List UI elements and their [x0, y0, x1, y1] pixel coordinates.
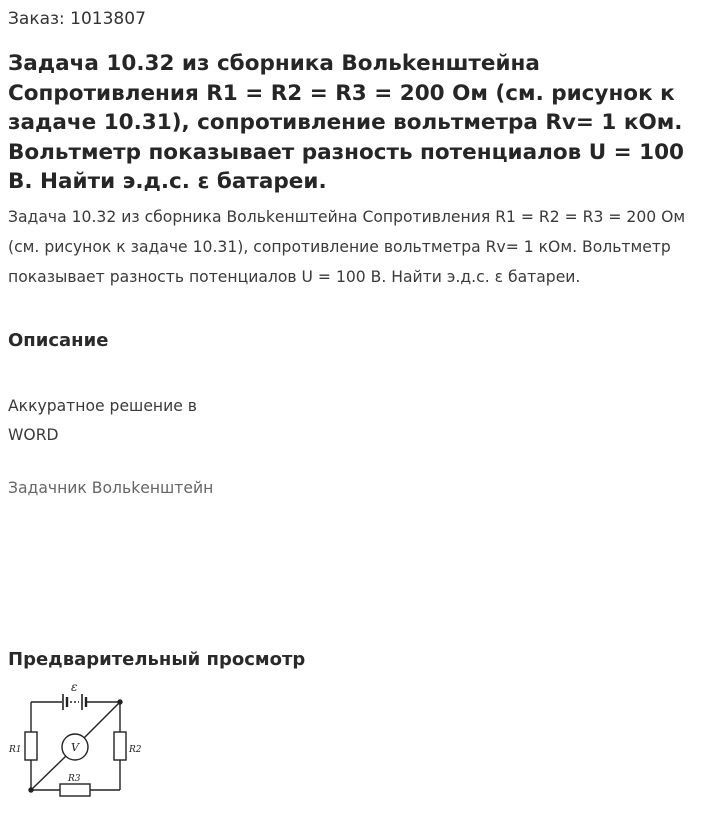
page-title: Задача 10.32 из сборника Вольkенштейна Сопротивления R1 = R2 = R3 = 200 Ом (см. рисунок к задаче 10.31), сопротивление вольтметра Rv= 1 кОм. Вольтметр показывает разность потенциалов U = 100 В. Найти э.д.с. ε батареи.	[8, 51, 685, 194]
task-description: Задача 10.32 из сборника Вольkенштейна Сопротивления R1 = R2 = R3 = 200 Ом (см. рисунок к задаче 10.31), сопротивление вольтметра Rv= 1 кОм. Вольтметр показывает разность потенциалов U = 100 В. Найти э.д.с. ε батареи.	[8, 208, 686, 286]
order-number: Заказ: 1013807	[8, 9, 146, 29]
circuit-diagram[interactable]	[8, 680, 148, 805]
junction-top-right	[118, 700, 122, 704]
r2-label: R2	[129, 745, 142, 755]
preview-heading: Предварительный просмотр	[8, 649, 306, 670]
description-text: Аккуратное решение в WORD	[8, 397, 197, 444]
r3-label: R3	[68, 774, 81, 784]
r1-label: R1	[9, 745, 22, 755]
resistor-r3	[60, 784, 90, 796]
resistor-r2	[114, 732, 126, 760]
book-link[interactable]: Задачник Вольkенштейн	[8, 479, 214, 497]
voltmeter-label: V	[71, 741, 79, 754]
resistor-r1	[25, 732, 37, 760]
description-heading: Описание	[8, 330, 109, 351]
emf-label: ε	[71, 680, 78, 694]
junction-bottom-left	[29, 788, 33, 792]
